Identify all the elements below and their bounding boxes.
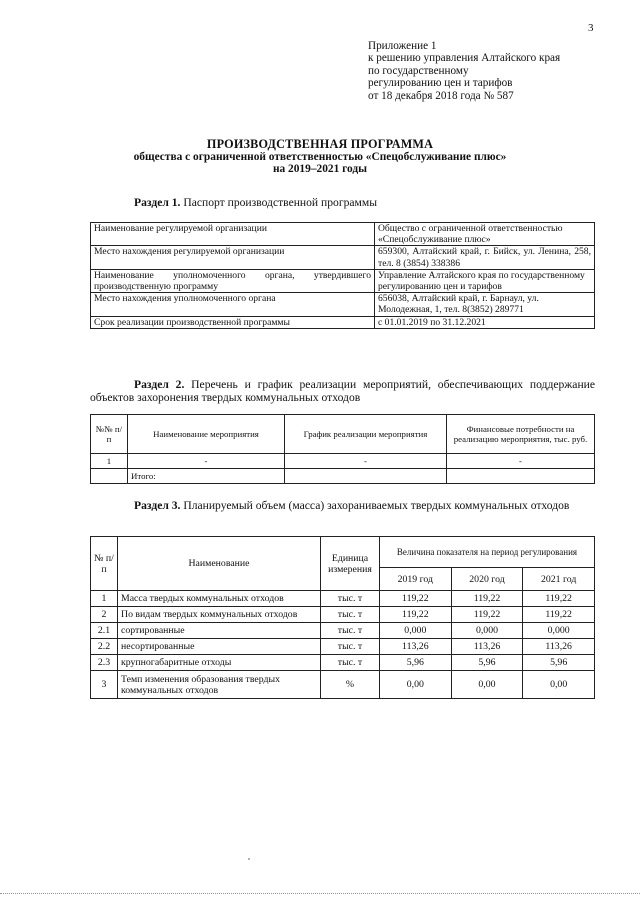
table-cell: с 01.01.2019 по 31.12.2021 [375,316,595,328]
table-cell: - [285,454,447,469]
section-title: Планируемый объем (масса) захораниваемых твердых коммунальных отходов [180,499,570,512]
header-cell: № п/п [91,537,118,591]
table-row [91,293,595,316]
table-cell: 1 [91,454,128,469]
table-cell: 656038, Алтайский край, г. Барнаул, ул. Молодежная, 1, тел. 8(3852) 289771 [375,293,595,316]
scan-speck [248,858,250,860]
table-row [91,639,595,655]
table-cell: 0,000 [523,623,595,639]
table-total-row [91,469,595,484]
title-line: на 2019–2021 годы [272,163,368,176]
page-number: 3 [588,22,594,34]
table-header-row [91,415,595,454]
table-cell: 5,96 [523,655,595,671]
table-row [91,223,595,246]
header-cell: Финансовые потребности на реализацию мероприятия, тыс. руб. [447,415,595,454]
table-cell: 5,96 [451,655,523,671]
table-row [91,454,595,469]
table-row [91,246,595,269]
table-cell: 1 [91,591,118,607]
table-cell: 113,26 [451,639,523,655]
table-cell: - [447,454,595,469]
section-label: Раздел 3. [134,499,181,512]
table-cell: тыс. т [321,639,380,655]
events-table [90,414,595,484]
table-cell: 0,00 [523,671,595,699]
title-line: ПРОИЗВОДСТВЕННАЯ ПРОГРАММА [206,137,434,151]
header-cell: Величина показателя на период регулирования [380,537,595,568]
table-cell: Наименование регулируемой организации [91,223,375,246]
table-row [91,671,595,699]
section-title: Перечень и график реализации мероприятий, обеспечивающих поддержание объектов захоронения твердых коммунальных отходов [90,378,595,404]
table-cell: 113,26 [523,639,595,655]
table-row [91,655,595,671]
appendix-line: от 18 декабря 2018 года № 587 [368,89,514,102]
appendix-line: регулированию цен и тарифов [368,77,513,90]
section-label: Раздел 1. [134,196,181,209]
section-label: Раздел 2. [134,378,185,391]
appendix-line: по государственному [368,64,469,77]
section-2-heading [90,378,595,404]
table-cell: 5,96 [380,655,452,671]
table-row [91,623,595,639]
table-cell: По видам твердых коммунальных отходов [118,607,321,623]
title-line: общества с ограниченной ответственностью «Спецобслуживание плюс» [133,150,507,163]
table-cell: Масса твердых коммунальных отходов [118,591,321,607]
table-cell: % [321,671,380,699]
table-cell: тыс. т [321,591,380,607]
table-cell: сортированные [118,623,321,639]
table-row [91,607,595,623]
passport-table [90,222,595,329]
table-header-row [91,537,595,568]
header-cell: Наименование мероприятия [128,415,285,454]
table-row [91,591,595,607]
table-cell: Место нахождения регулируемой организации [91,246,375,269]
header-cell: Наименование [118,537,321,591]
table-cell: Общество с ограниченной ответственностью «Спецобслуживание плюс» [375,223,595,246]
section-3-heading [90,499,595,512]
document-title [0,138,640,176]
table-cell: Темп изменения образования твердых коммунальных отходов [118,671,321,699]
table-cell: 2.1 [91,623,118,639]
table-cell: 119,22 [380,607,452,623]
table-row [91,316,595,328]
table-cell: 2 [91,607,118,623]
table-cell: 119,22 [523,607,595,623]
table-cell: 119,22 [451,591,523,607]
table-cell: несортированные [118,639,321,655]
section-title: Паспорт производственной программы [180,196,377,209]
table-cell: 119,22 [451,607,523,623]
table-cell: 2.3 [91,655,118,671]
section-1-heading [134,196,377,209]
volume-table [90,536,595,699]
table-cell: 3 [91,671,118,699]
header-cell: 2021 год [523,568,595,591]
appendix-note [368,40,560,102]
table-cell: 659300, Алтайский край, г. Бийск, ул. Ленина, 258, тел. 8 (3854) 338386 [375,246,595,269]
table-cell: 2.2 [91,639,118,655]
table-cell: Срок реализации производственной программы [91,316,375,328]
header-cell: График реализации мероприятия [285,415,447,454]
table-cell: 119,22 [380,591,452,607]
table-cell: крупногабаритные отходы [118,655,321,671]
table-cell: 119,22 [523,591,595,607]
table-cell: 0,00 [380,671,452,699]
table-cell: 113,26 [380,639,452,655]
table-cell [285,469,447,484]
header-cell: 2019 год [380,568,452,591]
table-cell: 0,000 [380,623,452,639]
appendix-line: к решению управления Алтайского края [368,52,561,65]
table-row [91,269,595,292]
header-cell: 2020 год [451,568,523,591]
total-label: Итого: [128,469,285,484]
table-cell: Наименование уполномоченного органа, утвердившего производственную программу [91,269,375,292]
appendix-line: Приложение 1 [368,40,437,52]
header-cell: Единица измерения [321,537,380,591]
table-cell [91,469,128,484]
table-cell: Управление Алтайского края по государственному регулированию цен и тарифов [375,269,595,292]
table-cell: тыс. т [321,607,380,623]
table-cell [447,469,595,484]
scan-edge-line [0,893,640,894]
table-cell: Место нахождения уполномоченного органа [91,293,375,316]
table-cell: - [128,454,285,469]
table-cell: тыс. т [321,655,380,671]
table-cell: 0,000 [451,623,523,639]
table-cell: 0,00 [451,671,523,699]
table-cell: тыс. т [321,623,380,639]
header-cell: №№ п/п [91,415,128,454]
